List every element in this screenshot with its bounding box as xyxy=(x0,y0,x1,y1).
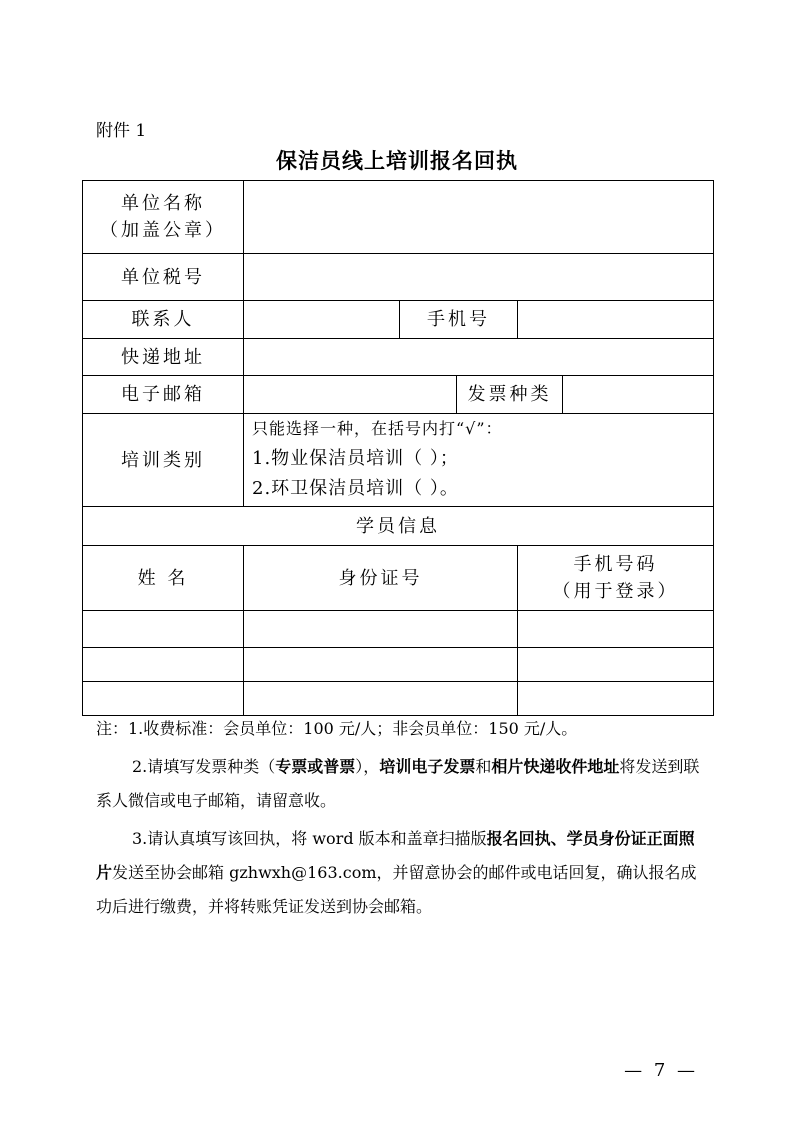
col-phone-note: （用于登录） xyxy=(552,581,679,602)
col-phone-header xyxy=(517,545,714,611)
phone-label: 手机号 xyxy=(399,300,518,339)
address-input[interactable] xyxy=(243,338,714,376)
note-3: 3.请认真填写该回执，将 word 版本和盖章扫描版报名回执、学员身份证正面照片发送至协会邮箱 gzhwxh@163.com，并留意协会的邮件或电话回复，确认报名成功后进行缴费，并将转账凭证发送到协会邮箱。 xyxy=(96,829,697,916)
students-header: 学员信息 xyxy=(82,506,714,546)
col-phone-label: 手机号码 xyxy=(573,554,658,575)
student-3-phone[interactable] xyxy=(517,681,714,716)
student-1-id[interactable] xyxy=(243,610,518,648)
unit-name-label-cell xyxy=(82,180,244,254)
page-title: 保洁员线上培训报名回执 xyxy=(276,149,518,173)
option-sanitation-cleaning[interactable]: 2.环卫保洁员培训（ ）。 xyxy=(252,478,459,499)
student-2-id[interactable] xyxy=(243,647,518,682)
student-1-phone[interactable] xyxy=(517,610,714,648)
notes xyxy=(96,712,700,924)
col-name-header: 姓 名 xyxy=(82,545,244,611)
training-type-label: 培训类别 xyxy=(82,413,244,507)
unit-name-label: 单位名称 xyxy=(121,193,205,214)
training-instruction: 只能选择一种，在括号内打“√”： xyxy=(252,419,503,438)
address-label: 快递地址 xyxy=(82,338,244,376)
tax-id-label: 单位税号 xyxy=(82,253,244,301)
contact-input[interactable] xyxy=(243,300,400,339)
email-label: 电子邮箱 xyxy=(82,375,244,414)
unit-name-input[interactable] xyxy=(243,180,714,254)
email-input[interactable] xyxy=(243,375,457,414)
invoice-type-input[interactable] xyxy=(562,375,714,414)
unit-name-note: （加盖公章） xyxy=(100,220,226,241)
student-3-id[interactable] xyxy=(243,681,518,716)
student-2-name[interactable] xyxy=(82,647,244,682)
contact-label: 联系人 xyxy=(82,300,244,339)
attachment-label: 附件 1 xyxy=(96,121,147,141)
student-3-name[interactable] xyxy=(82,681,244,716)
note-2: 2.请填写发票种类（专票或普票），培训电子发票和相片快递收件地址将发送到联系人微信或电子邮箱，请留意收。 xyxy=(96,757,700,810)
page-number: — 7 — xyxy=(624,1060,698,1081)
option-property-cleaning[interactable]: 1.物业保洁员培训（ ）； xyxy=(252,448,459,469)
col-id-header: 身份证号 xyxy=(243,545,518,611)
student-1-name[interactable] xyxy=(82,610,244,648)
phone-input[interactable] xyxy=(517,300,714,339)
tax-id-input[interactable] xyxy=(243,253,714,301)
student-2-phone[interactable] xyxy=(517,647,714,682)
invoice-type-label: 发票种类 xyxy=(456,375,563,414)
note-1: 注：1.收费标准：会员单位：100 元/人；非会员单位：150 元/人。 xyxy=(96,719,578,738)
training-type-options xyxy=(243,413,714,507)
